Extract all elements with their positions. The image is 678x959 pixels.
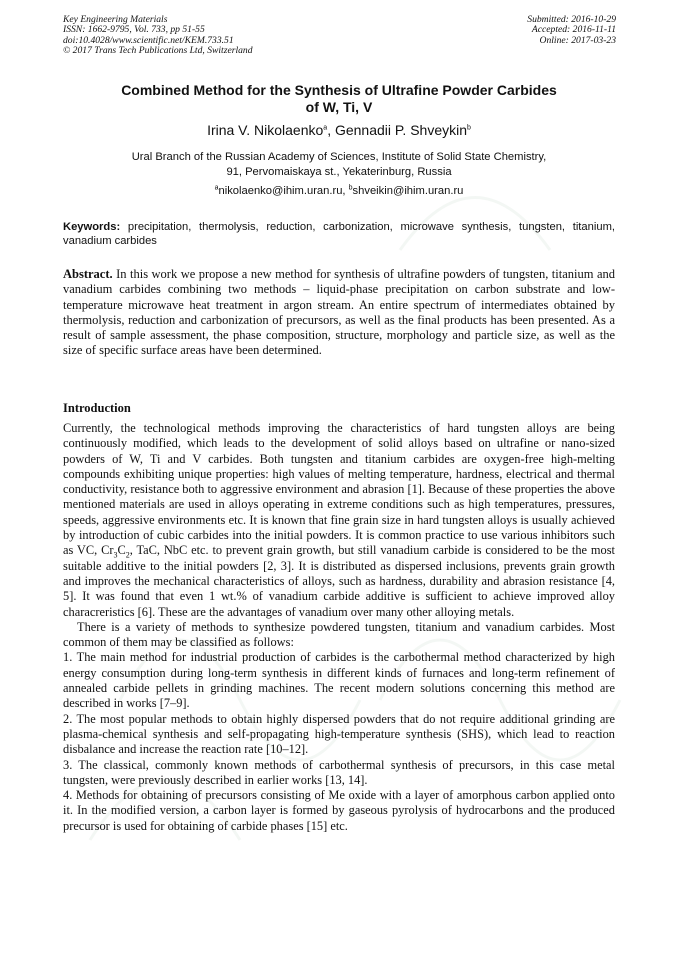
author-2-marker: b [467, 124, 471, 132]
title-line-2: of W, Ti, V [305, 99, 373, 115]
affiliation-line-1: Ural Branch of the Russian Academy of Sciences, Institute of Solid State Chemistry, [131, 151, 547, 163]
email-a-marker: a [214, 184, 219, 192]
author-1-name: Irina V. Nikolaenko [207, 122, 324, 138]
intro-p1-part-a: Currently, the technological methods improving the characteristics of hard tungsten alloys are being continuously modified, which leads to the development of solid alloys based on ultrafine or nano-sized powders of W, Ti and V carbides. Both tungsten and titanium carbides are oxygen-free high-melting compounds exhibiting unique properties: high values of melting temperature, hardness, electrical and thermal conductivity, resistance both to aggressive environment and abrasion [1]. Because of these properties the above mentioned materials are used in alloys operating in extreme conditions such as high temperatures, pressures, speeds, aggressive environments etc. It is known that fine grain size in hard tungsten alloys is usually achieved by introduction of cubic carbides into the initial powders. It is common practice to use various inhibitors such as VC, Cr [63, 421, 615, 558]
keywords-label: Keywords: [63, 221, 121, 233]
intro-p1-subscript-1: 3 [113, 550, 118, 560]
online-date: Online: 2017-03-23 [539, 34, 616, 46]
intro-paragraph-2: There is a variety of methods to synthesize powdered tungsten, titanium and vanadium carbides. Most common of them may be classified as follows: [63, 619, 615, 650]
intro-p1-part-c: , TaC, NbC etc. to prevent grain growth, but still vanadium carbide is considered to be the most suitable additive to the initial powders [2, 3]. It is distributed as dispersed inclusions, prevents grain growth and improves the mechanical characteristics of alloys, such as hardness, durability and abrasion resistance [4, 5]. It was found that even 1 wt.% of vanadium carbide additive is sufficient to achieve improved alloy characreristics [6]. These are the advantages of vanadium over many other alloying metals. [63, 543, 615, 619]
paper-title [63, 82, 615, 116]
abstract-text: In this work we propose a new method for synthesis of ultrafine powders of tungsten, titanium and vanadium carbides combining two methods – liquid-phase precipitation on carbon substrate and low-temperature microwave heat treatment in argon stream. An entire spectrum of intermediates obtained by thermolysis, reduction and carbonization of precursors, as well as the final products has been presented. As a result of sample assessment, the phase composition, structure, morphology and particle size, as well as the size of specific surface areas have been determined. [63, 267, 615, 358]
author-separator: , [327, 122, 335, 138]
method-list-item-2: 2. The most popular methods to obtain highly dispersed powders that do not require additional grinding are plasma-chemical synthesis and self-propagating high-temperature synthesis (SHS), which lead to reaction disbalance and increase the reaction rate [10–12]. [63, 711, 615, 757]
publication-dates [527, 15, 616, 46]
abstract-label: Abstract. [63, 267, 113, 281]
email-b-marker: b [348, 184, 353, 192]
keywords-text: precipitation, thermolysis, reduction, carbonization, microwave synthesis, tungsten, titanium, vanadium carbides [63, 221, 615, 248]
intro-p1-subscript-2: 2 [125, 550, 130, 560]
journal-issn: ISSN: 1662-9795, Vol. 733, pp 51-55 [63, 24, 205, 36]
method-list-item-1: 1. The main method for industrial production of carbides is the carbothermal method characterized by high energy consumption during long-term synthesis in different kinds of furnaces and long-term refinement of annealed carbide pellets in grinding machines. The recent modern solutions concerning this method are described in works [7–9]. [63, 650, 615, 711]
method-list-item-3: 3. The classical, commonly known methods of carbothermal synthesis of precursors, in this case metal tungsten, were previously described in earlier works [13, 14]. [63, 757, 615, 787]
introduction-body [63, 421, 615, 834]
email-a[interactable]: nikolaenko@ihim.uran.ru [218, 185, 343, 197]
email-b[interactable]: shveikin@ihim.uran.ru [352, 185, 464, 197]
author-1-marker: a [323, 124, 328, 132]
method-list-item-4: 4. Methods for obtaining of precursors consisting of Me oxide with a layer of amorphous carbon applied onto it. In the modified version, a carbon layer is formed by gaseous pyrolysis of hydrocarbons and the produced precursor is used for obtaining of carbide phases [15] etc. [63, 788, 615, 833]
section-heading-introduction: Introduction [63, 401, 131, 415]
author-emails [63, 184, 615, 198]
author-list [63, 122, 615, 139]
author-2-name: Gennadii P. Shveykin [334, 122, 468, 138]
journal-name: Key Engineering Materials [63, 14, 168, 25]
intro-p1-part-b: C [117, 543, 126, 558]
journal-copyright: © 2017 Trans Tech Publications Ltd, Switzerland [63, 44, 253, 56]
submitted-date: Submitted: 2016-10-29 [527, 14, 616, 25]
keywords [63, 220, 615, 248]
affiliation-line-2: 91, Pervomaiskaya st., Yekaterinburg, Russia [226, 166, 452, 178]
journal-doi: doi:10.4028/www.scientific.net/KEM.733.51 [63, 34, 234, 46]
accepted-date: Accepted: 2016-11-11 [531, 24, 616, 36]
abstract [63, 267, 615, 359]
affiliation [63, 150, 615, 180]
email-separator: , [342, 185, 349, 197]
intro-paragraph-1 [63, 421, 615, 620]
title-line-1: Combined Method for the Synthesis of Ultrafine Powder Carbides [121, 82, 557, 98]
journal-info [63, 15, 253, 56]
